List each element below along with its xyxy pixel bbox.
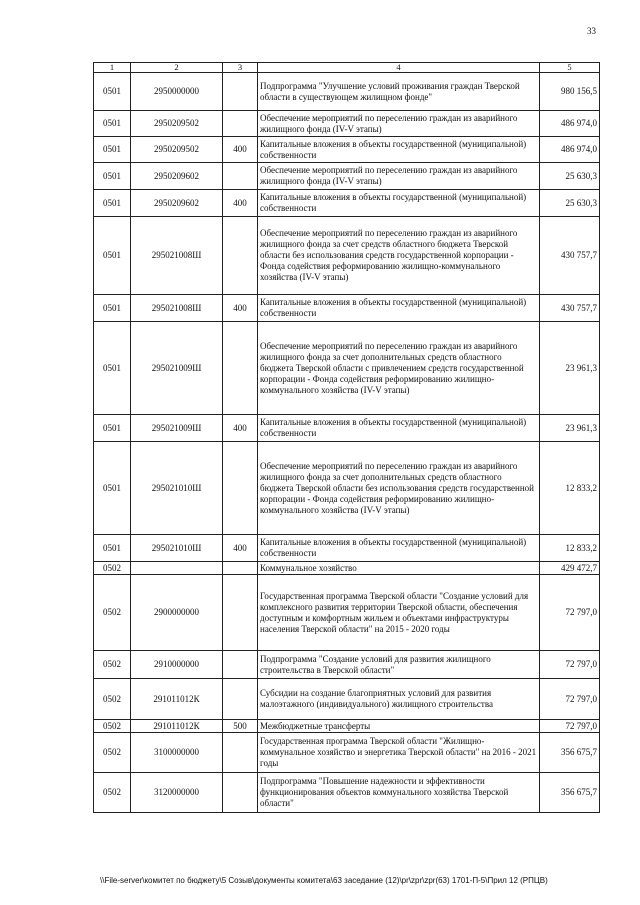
amount-cell: 23 961,3 (540, 322, 600, 415)
amount-cell: 12 833,2 (540, 535, 600, 562)
header-col-5: 5 (540, 63, 600, 73)
section-code-cell: 0501 (94, 73, 131, 111)
amount-cell: 23 961,3 (540, 415, 600, 442)
target-article-cell (131, 562, 223, 575)
description-cell: Государственная программа Тверской области "Жилищно-коммунальное хозяйство и энергетика Тверской области" на 2016 - 2021 годы (258, 733, 540, 773)
table-row (94, 190, 600, 217)
description-cell: Капитальные вложения в объекты государственной (муниципальной) собственности (258, 535, 540, 562)
expense-type-cell (223, 73, 258, 111)
expense-type-cell: 400 (223, 137, 258, 163)
description-cell: Капитальные вложения в объекты государственной (муниципальной) собственности (258, 415, 540, 442)
amount-cell: 72 797,0 (540, 679, 600, 720)
section-code-cell: 0501 (94, 322, 131, 415)
table-header-row (94, 63, 600, 73)
table-row (94, 322, 600, 415)
section-code-cell: 0502 (94, 773, 131, 813)
target-article-cell: 295021008Ш (131, 217, 223, 295)
table-body (94, 73, 600, 813)
description-cell: Обеспечение мероприятий по переселению граждан из аварийного жилищного фонда за счет средств областного бюджета Тверской области без использования средств государственной корпорации - Фонда содействия реформированию жилищно-коммунального хозяйства (IV-V этапы) (258, 217, 540, 295)
table-row (94, 217, 600, 295)
header-col-1: 1 (94, 63, 131, 73)
table-row (94, 651, 600, 679)
description-cell: Капитальные вложения в объекты государственной (муниципальной) собственности (258, 295, 540, 322)
section-code-cell: 0502 (94, 575, 131, 651)
description-cell: Коммунальное хозяйство (258, 562, 540, 575)
amount-cell: 72 797,0 (540, 575, 600, 651)
description-cell: Капитальные вложения в объекты государственной (муниципальной) собственности (258, 190, 540, 217)
description-cell: Обеспечение мероприятий по переселению граждан из аварийного жилищного фонда (IV-V этапы) (258, 163, 540, 190)
target-article-cell: 2910000000 (131, 651, 223, 679)
expense-type-cell (223, 442, 258, 535)
table-row (94, 535, 600, 562)
target-article-cell: 291011012К (131, 679, 223, 720)
section-code-cell: 0502 (94, 679, 131, 720)
expense-type-cell: 400 (223, 295, 258, 322)
description-cell: Государственная программа Тверской области "Создание условий для комплексного развития территории Тверской области, обеспечения доступным и комфортным жильем и объектами инфраструктуры населения Тверской области" на 2015 - 2020 годы (258, 575, 540, 651)
target-article-cell: 291011012К (131, 720, 223, 733)
section-code-cell: 0502 (94, 720, 131, 733)
table-row (94, 73, 600, 111)
target-article-cell: 2950000000 (131, 73, 223, 111)
table-row (94, 442, 600, 535)
expense-type-cell (223, 733, 258, 773)
description-cell: Подпрограмма "Улучшение условий проживания граждан Тверской области в существующем жилищном фонде" (258, 73, 540, 111)
section-code-cell: 0502 (94, 562, 131, 575)
table-row (94, 562, 600, 575)
target-article-cell: 295021009Ш (131, 322, 223, 415)
expense-type-cell (223, 679, 258, 720)
amount-cell: 430 757,7 (540, 295, 600, 322)
target-article-cell: 295021009Ш (131, 415, 223, 442)
section-code-cell: 0501 (94, 535, 131, 562)
target-article-cell: 295021010Ш (131, 442, 223, 535)
expense-type-cell (223, 773, 258, 813)
table-row (94, 720, 600, 733)
expense-type-cell: 400 (223, 415, 258, 442)
target-article-cell: 295021008Ш (131, 295, 223, 322)
expense-type-cell (223, 217, 258, 295)
amount-cell: 12 833,2 (540, 442, 600, 535)
amount-cell: 980 156,5 (540, 73, 600, 111)
amount-cell: 486 974,0 (540, 137, 600, 163)
amount-cell: 486 974,0 (540, 111, 600, 137)
target-article-cell: 2950209602 (131, 163, 223, 190)
expense-type-cell (223, 322, 258, 415)
expense-type-cell: 400 (223, 535, 258, 562)
target-article-cell: 3100000000 (131, 733, 223, 773)
section-code-cell: 0502 (94, 733, 131, 773)
table-row (94, 163, 600, 190)
table-row (94, 733, 600, 773)
budget-table (93, 62, 600, 813)
amount-cell: 72 797,0 (540, 720, 600, 733)
amount-cell: 25 630,3 (540, 190, 600, 217)
table-row (94, 295, 600, 322)
page-number: 33 (587, 26, 596, 36)
header-col-3: 3 (223, 63, 258, 73)
section-code-cell: 0501 (94, 163, 131, 190)
section-code-cell: 0501 (94, 137, 131, 163)
section-code-cell: 0501 (94, 295, 131, 322)
section-code-cell: 0501 (94, 217, 131, 295)
section-code-cell: 0501 (94, 442, 131, 535)
expense-type-cell (223, 651, 258, 679)
section-code-cell: 0501 (94, 111, 131, 137)
description-cell: Капитальные вложения в объекты государственной (муниципальной) собственности (258, 137, 540, 163)
table-row (94, 773, 600, 813)
description-cell: Подпрограмма "Повышение надежности и эффективности функционирования объектов коммунального хозяйства Тверской области" (258, 773, 540, 813)
table-row (94, 137, 600, 163)
header-col-2: 2 (131, 63, 223, 73)
expense-type-cell (223, 163, 258, 190)
description-cell: Субсидии на создание благоприятных условий для развития малоэтажного (индивидуального) жилищного строительства (258, 679, 540, 720)
description-cell: Обеспечение мероприятий по переселению граждан из аварийного жилищного фонда за счет дополнительных средств областного бюджета Тверской области без использования средств государственной корпорации - Фонда содействия реформированию жилищно-коммунального хозяйства (IV-V этапы) (258, 442, 540, 535)
header-col-4: 4 (258, 63, 540, 73)
amount-cell: 72 797,0 (540, 651, 600, 679)
target-article-cell: 2900000000 (131, 575, 223, 651)
description-cell: Межбюджетные трансферты (258, 720, 540, 733)
file-path-footer: \\File-server\комитет по бюджету\5 Созыв\документы комитета\63 заседание (12)\pr\zpr\zpr(63) 1701-П-5\Прил 12 (РПЦВ) (100, 876, 548, 885)
section-code-cell: 0502 (94, 651, 131, 679)
description-cell: Подпрограмма "Создание условий для развития жилищного строительства в Тверской области" (258, 651, 540, 679)
section-code-cell: 0501 (94, 415, 131, 442)
table-row (94, 415, 600, 442)
target-article-cell: 2950209502 (131, 111, 223, 137)
target-article-cell: 2950209502 (131, 137, 223, 163)
expense-type-cell: 500 (223, 720, 258, 733)
table-row (94, 111, 600, 137)
table-row (94, 679, 600, 720)
section-code-cell: 0501 (94, 190, 131, 217)
amount-cell: 430 757,7 (540, 217, 600, 295)
expense-type-cell (223, 575, 258, 651)
amount-cell: 356 675,7 (540, 733, 600, 773)
expense-type-cell: 400 (223, 190, 258, 217)
amount-cell: 356 675,7 (540, 773, 600, 813)
target-article-cell: 2950209602 (131, 190, 223, 217)
target-article-cell: 3120000000 (131, 773, 223, 813)
amount-cell: 429 472,7 (540, 562, 600, 575)
amount-cell: 25 630,3 (540, 163, 600, 190)
description-cell: Обеспечение мероприятий по переселению граждан из аварийного жилищного фонда за счет дополнительных средств областного бюджета Тверской области с привлечением средств государственной корпорации - Фонда содействия реформированию жилищно-коммунального хозяйства (IV-V этапы) (258, 322, 540, 415)
expense-type-cell (223, 111, 258, 137)
target-article-cell: 295021010Ш (131, 535, 223, 562)
expense-type-cell (223, 562, 258, 575)
description-cell: Обеспечение мероприятий по переселению граждан из аварийного жилищного фонда (IV-V этапы) (258, 111, 540, 137)
table-row (94, 575, 600, 651)
